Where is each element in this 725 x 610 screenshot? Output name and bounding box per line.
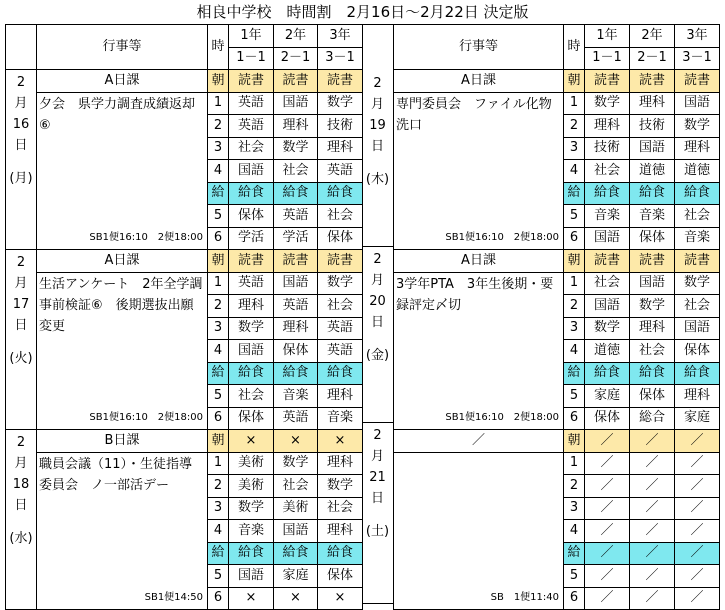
day-type: A日課 (394, 250, 564, 273)
subject-cell: ／ (630, 565, 675, 588)
subject-cell: ／ (675, 565, 720, 588)
subject-cell: 技術 (630, 115, 675, 138)
subject-cell: 数学 (274, 452, 318, 475)
subject-cell: 保体 (630, 385, 675, 408)
subject-cell: 英語 (274, 205, 318, 228)
grade-header: 2年 (274, 25, 318, 48)
subject-cell: 理科 (318, 520, 363, 543)
period-cell: 4 (208, 340, 229, 363)
schedule-row (394, 587, 720, 610)
day-date (362, 73, 393, 190)
subject-cell: × (318, 430, 363, 453)
subject-cell: ／ (675, 430, 720, 453)
period-cell: 3 (564, 497, 585, 520)
period-cell: 3 (564, 317, 585, 340)
bus-schedule: SB1便16:10 2便18:00 (37, 407, 208, 430)
period-cell: 3 (208, 317, 229, 340)
subject-cell: 読書 (274, 250, 318, 273)
subject-cell: 数学 (585, 92, 630, 115)
subject-cell: 数学 (229, 497, 274, 520)
events-header: 行事等 (37, 25, 208, 70)
subject-cell: 保体 (229, 205, 274, 228)
schedule-row (394, 92, 720, 115)
subject-cell: 社会 (675, 205, 720, 228)
date-d-kanji: 日 (14, 138, 28, 153)
subject-cell: 給食 (318, 542, 363, 565)
subject-cell: 読書 (585, 250, 630, 273)
subject-cell: ／ (585, 520, 630, 543)
date-month: 2 (373, 76, 382, 91)
subject-cell: 保体 (274, 340, 318, 363)
schedule-row (6, 587, 363, 610)
schedule-row (394, 452, 720, 475)
subject-cell: ／ (675, 587, 720, 610)
subject-cell: 社会 (229, 137, 274, 160)
date-d-kanji: 日 (370, 491, 384, 506)
period-cell: 1 (208, 452, 229, 475)
schedule-row (6, 227, 363, 250)
subject-cell: ／ (630, 520, 675, 543)
subject-cell: ／ (585, 587, 630, 610)
date-day: 17 (12, 297, 30, 312)
period-cell: 3 (208, 137, 229, 160)
date-m-kanji: 月 (370, 449, 384, 464)
day-date (362, 425, 393, 542)
schedule-row (394, 272, 720, 295)
date-day: 18 (12, 477, 30, 492)
period-cell: 5 (564, 205, 585, 228)
subject-cell: 音楽 (675, 227, 720, 250)
date-month: 2 (16, 435, 26, 450)
subject-cell: 読書 (675, 70, 720, 93)
schedule-row (394, 70, 720, 93)
subject-cell: 読書 (229, 70, 274, 93)
subject-cell: ／ (630, 542, 675, 565)
period-cell: 1 (564, 452, 585, 475)
bus-schedule: SB1便16:10 2便18:00 (394, 227, 564, 250)
day-separator (362, 246, 393, 247)
period-cell: 6 (208, 227, 229, 250)
subject-cell: 数学 (318, 272, 363, 295)
date-day: 20 (369, 294, 386, 309)
date-weekday: (土) (365, 524, 390, 539)
subject-cell: 給食 (274, 362, 318, 385)
subject-cell: ／ (630, 497, 675, 520)
date-month: 2 (16, 255, 26, 270)
subject-cell: 家庭 (585, 385, 630, 408)
period-cell: 3 (208, 497, 229, 520)
period-cell: 6 (564, 587, 585, 610)
subject-cell: 数学 (318, 92, 363, 115)
day-event: 職員会議（11）・生徒指導委員会 ノ一部活デー (37, 452, 208, 587)
schedule-row (6, 430, 363, 453)
subject-cell: ／ (585, 497, 630, 520)
period-cell: 5 (564, 385, 585, 408)
subject-cell: 理科 (318, 452, 363, 475)
subject-cell: 給食 (675, 182, 720, 205)
subject-cell: 国語 (229, 160, 274, 183)
period-cell: 給 (564, 542, 585, 565)
subject-cell: 英語 (229, 272, 274, 295)
period-cell: 1 (564, 272, 585, 295)
subject-cell: 英語 (229, 92, 274, 115)
page-title: 相良中学校 時間割 2月16日～2月22日 決定版 (196, 3, 529, 21)
subject-cell: × (274, 430, 318, 453)
subject-cell: 音楽 (229, 520, 274, 543)
subject-cell: 社会 (274, 160, 318, 183)
subject-cell: 社会 (318, 205, 363, 228)
subject-cell: 給食 (229, 542, 274, 565)
subject-cell: 国語 (274, 92, 318, 115)
subject-cell: 数学 (318, 475, 363, 498)
schedule-row (394, 407, 720, 430)
subject-cell: 英語 (318, 160, 363, 183)
subject-cell: 音楽 (630, 205, 675, 228)
class-header: 1－1 (229, 47, 274, 70)
date-month: 2 (16, 75, 26, 90)
period-cell: 1 (208, 92, 229, 115)
period-cell: 給 (208, 362, 229, 385)
subject-cell: 国語 (229, 340, 274, 363)
subject-cell: 社会 (675, 295, 720, 318)
date-weekday: (金) (365, 348, 390, 363)
date-m-kanji: 月 (370, 97, 384, 112)
date-d-kanji: 日 (14, 498, 28, 513)
period-cell: 4 (564, 160, 585, 183)
day-separator (362, 422, 393, 423)
period-cell: 3 (564, 137, 585, 160)
schedule-row (6, 452, 363, 475)
day-date (6, 430, 37, 610)
subject-cell: 道徳 (630, 160, 675, 183)
period-cell: 4 (564, 340, 585, 363)
period-cell: 2 (564, 115, 585, 138)
subject-cell: 給食 (229, 182, 274, 205)
subject-cell: 給食 (274, 182, 318, 205)
subject-cell: 社会 (229, 385, 274, 408)
subject-cell: 読書 (318, 70, 363, 93)
subject-cell: 社会 (318, 295, 363, 318)
period-cell: 朝 (208, 430, 229, 453)
day-type: B日課 (37, 430, 208, 453)
subject-cell: 英語 (318, 340, 363, 363)
header-row (394, 25, 720, 48)
subject-cell: 読書 (318, 250, 363, 273)
subject-cell: 給食 (630, 362, 675, 385)
subject-cell: 技術 (318, 115, 363, 138)
day-event: 夕会 県学力調査成績返却⑥ (37, 92, 208, 227)
date-m-kanji: 月 (14, 456, 28, 471)
subject-cell: ／ (630, 587, 675, 610)
subject-cell: 国語 (274, 520, 318, 543)
date-month: 2 (373, 428, 382, 443)
period-cell: 2 (208, 475, 229, 498)
period-cell: 給 (208, 182, 229, 205)
subject-cell: × (229, 430, 274, 453)
period-cell: 6 (564, 407, 585, 430)
subject-cell: 給食 (630, 182, 675, 205)
subject-cell: × (318, 587, 363, 610)
subject-cell: 理科 (318, 137, 363, 160)
subject-cell: 読書 (675, 250, 720, 273)
subject-cell: 社会 (585, 160, 630, 183)
period-cell: 2 (564, 295, 585, 318)
subject-cell: ／ (675, 452, 720, 475)
subject-cell: 理科 (229, 295, 274, 318)
subject-cell: 理科 (274, 115, 318, 138)
subject-cell: ／ (585, 475, 630, 498)
subject-cell: 国語 (585, 227, 630, 250)
class-header: 1－1 (585, 47, 630, 70)
period-cell: 1 (208, 272, 229, 295)
subject-cell: 社会 (630, 340, 675, 363)
subject-cell: 学活 (274, 227, 318, 250)
day-event: 専門委員会 ファイル化物洗口 (394, 92, 564, 227)
period-cell: 給 (564, 362, 585, 385)
subject-cell: 国語 (675, 317, 720, 340)
timetable-left (5, 24, 363, 610)
period-cell: 朝 (564, 70, 585, 93)
subject-cell: ／ (675, 497, 720, 520)
subject-cell: 給食 (585, 362, 630, 385)
period-cell: 6 (208, 407, 229, 430)
period-cell: 5 (208, 565, 229, 588)
period-cell: 2 (564, 475, 585, 498)
subject-cell: 美術 (274, 497, 318, 520)
subject-cell: 理科 (585, 115, 630, 138)
period-cell: 5 (208, 205, 229, 228)
schedule-row (394, 430, 720, 453)
day-event (394, 452, 564, 587)
schedule-row (6, 250, 363, 273)
subject-cell: 国語 (630, 272, 675, 295)
timetable-right (393, 24, 720, 610)
subject-cell: ／ (675, 520, 720, 543)
date-header (6, 25, 37, 70)
subject-cell: 理科 (630, 92, 675, 115)
date-m-kanji: 月 (370, 273, 384, 288)
date-weekday: (水) (9, 531, 33, 546)
grade-header: 1年 (229, 25, 274, 48)
subject-cell: 家庭 (675, 407, 720, 430)
day-event: 3学年PTA 3年生後期・要録評定〆切 (394, 272, 564, 407)
day-event: 生活アンケート 2年全学調事前検証⑥ 後期選抜出願変更 (37, 272, 208, 407)
subject-cell: ／ (585, 430, 630, 453)
bus-schedule: SB1便14:50 (37, 587, 208, 610)
period-cell: 朝 (564, 430, 585, 453)
subject-cell: 数学 (675, 272, 720, 295)
schedule-row (6, 70, 363, 93)
period-cell: 2 (208, 295, 229, 318)
subject-cell: 保体 (318, 227, 363, 250)
period-cell: 4 (208, 160, 229, 183)
subject-cell: ／ (675, 542, 720, 565)
bus-schedule: SB1便16:10 2便18:00 (37, 227, 208, 250)
events-header: 行事等 (394, 25, 564, 70)
subject-cell: 美術 (229, 475, 274, 498)
schedule-row (394, 250, 720, 273)
subject-cell: × (274, 587, 318, 610)
period-cell: 朝 (208, 70, 229, 93)
subject-cell: 英語 (274, 295, 318, 318)
period-cell: 給 (564, 182, 585, 205)
subject-cell: ／ (585, 452, 630, 475)
subject-cell: 家庭 (274, 565, 318, 588)
subject-cell: 音楽 (318, 407, 363, 430)
subject-cell: × (229, 587, 274, 610)
period-cell: 給 (208, 542, 229, 565)
period-cell: 朝 (564, 250, 585, 273)
subject-cell: 道徳 (675, 160, 720, 183)
date-weekday: (木) (365, 172, 390, 187)
day-type: A日課 (37, 250, 208, 273)
subject-cell: ／ (675, 475, 720, 498)
subject-cell: 読書 (229, 250, 274, 273)
period-cell: 6 (208, 587, 229, 610)
header-row (6, 25, 363, 48)
subject-cell: 社会 (274, 475, 318, 498)
date-m-kanji: 月 (14, 96, 28, 111)
date-d-kanji: 日 (370, 315, 384, 330)
subject-cell: 国語 (630, 137, 675, 160)
day-type: A日課 (394, 70, 564, 93)
subject-cell: 理科 (318, 385, 363, 408)
grade-header: 3年 (675, 25, 720, 48)
subject-cell: 給食 (585, 182, 630, 205)
grade-header: 3年 (318, 25, 363, 48)
subject-cell: 国語 (585, 295, 630, 318)
subject-cell: 理科 (675, 385, 720, 408)
subject-cell: 理科 (274, 317, 318, 340)
class-header: 2－1 (630, 47, 675, 70)
schedule-row (6, 92, 363, 115)
subject-cell: 理科 (675, 137, 720, 160)
subject-cell: 美術 (229, 452, 274, 475)
date-m-kanji: 月 (14, 276, 28, 291)
subject-cell: 保体 (229, 407, 274, 430)
subject-cell: 社会 (585, 272, 630, 295)
subject-cell: 技術 (585, 137, 630, 160)
subject-cell: ／ (630, 430, 675, 453)
subject-cell: 読書 (274, 70, 318, 93)
subject-cell: 国語 (675, 92, 720, 115)
grade-header: 1年 (585, 25, 630, 48)
subject-cell: ／ (585, 565, 630, 588)
class-header: 3－1 (675, 47, 720, 70)
subject-cell: 英語 (229, 115, 274, 138)
date-weekday: (火) (9, 351, 33, 366)
subject-cell: 数学 (274, 137, 318, 160)
subject-cell: 読書 (630, 70, 675, 93)
date-day: 19 (369, 118, 386, 133)
subject-cell: 道徳 (585, 340, 630, 363)
column-divider (362, 24, 393, 604)
subject-cell: 給食 (675, 362, 720, 385)
day-type: A日課 (37, 70, 208, 93)
subject-cell: 保体 (585, 407, 630, 430)
subject-cell: 給食 (274, 542, 318, 565)
period-cell: 朝 (208, 250, 229, 273)
class-header: 2－1 (274, 47, 318, 70)
subject-cell: 英語 (318, 317, 363, 340)
period-cell: 6 (564, 227, 585, 250)
class-header: 3－1 (318, 47, 363, 70)
subject-cell: 給食 (229, 362, 274, 385)
subject-cell: ／ (630, 475, 675, 498)
subject-cell: 音楽 (585, 205, 630, 228)
period-header: 時 (208, 25, 229, 70)
date-d-kanji: 日 (14, 318, 28, 333)
period-cell: 5 (208, 385, 229, 408)
subject-cell: ／ (585, 542, 630, 565)
day-date (362, 249, 393, 366)
schedule-row (6, 407, 363, 430)
date-day: 16 (12, 117, 30, 132)
date-day: 21 (369, 470, 386, 485)
subject-cell: 保体 (318, 565, 363, 588)
subject-cell: 数学 (585, 317, 630, 340)
period-cell: 4 (564, 520, 585, 543)
period-cell: 5 (564, 565, 585, 588)
subject-cell: 読書 (585, 70, 630, 93)
day-date (6, 250, 37, 430)
subject-cell: 数学 (229, 317, 274, 340)
subject-cell: 給食 (318, 182, 363, 205)
bus-schedule: SB1便16:10 2便18:00 (394, 407, 564, 430)
subject-cell: 給食 (318, 362, 363, 385)
date-weekday: (月) (9, 171, 33, 186)
subject-cell: 読書 (630, 250, 675, 273)
subject-cell: 英語 (274, 407, 318, 430)
day-type: ／ (394, 430, 564, 453)
subject-cell: 理科 (630, 317, 675, 340)
period-cell: 4 (208, 520, 229, 543)
date-month: 2 (373, 252, 382, 267)
date-d-kanji: 日 (370, 139, 384, 154)
subject-cell: ／ (630, 452, 675, 475)
period-cell: 1 (564, 92, 585, 115)
subject-cell: 国語 (274, 272, 318, 295)
period-header: 時 (564, 25, 585, 70)
schedule-row (6, 272, 363, 295)
period-cell: 2 (208, 115, 229, 138)
subject-cell: 保体 (630, 227, 675, 250)
subject-cell: 社会 (318, 497, 363, 520)
subject-cell: 国語 (229, 565, 274, 588)
schedule-row (394, 227, 720, 250)
bus-schedule: SB 1便11:40 (394, 587, 564, 610)
subject-cell: 学活 (229, 227, 274, 250)
day-date (6, 70, 37, 250)
subject-cell: 数学 (675, 115, 720, 138)
grade-header: 2年 (630, 25, 675, 48)
subject-cell: 数学 (630, 295, 675, 318)
subject-cell: 総合 (630, 407, 675, 430)
subject-cell: 音楽 (274, 385, 318, 408)
subject-cell: 保体 (675, 340, 720, 363)
